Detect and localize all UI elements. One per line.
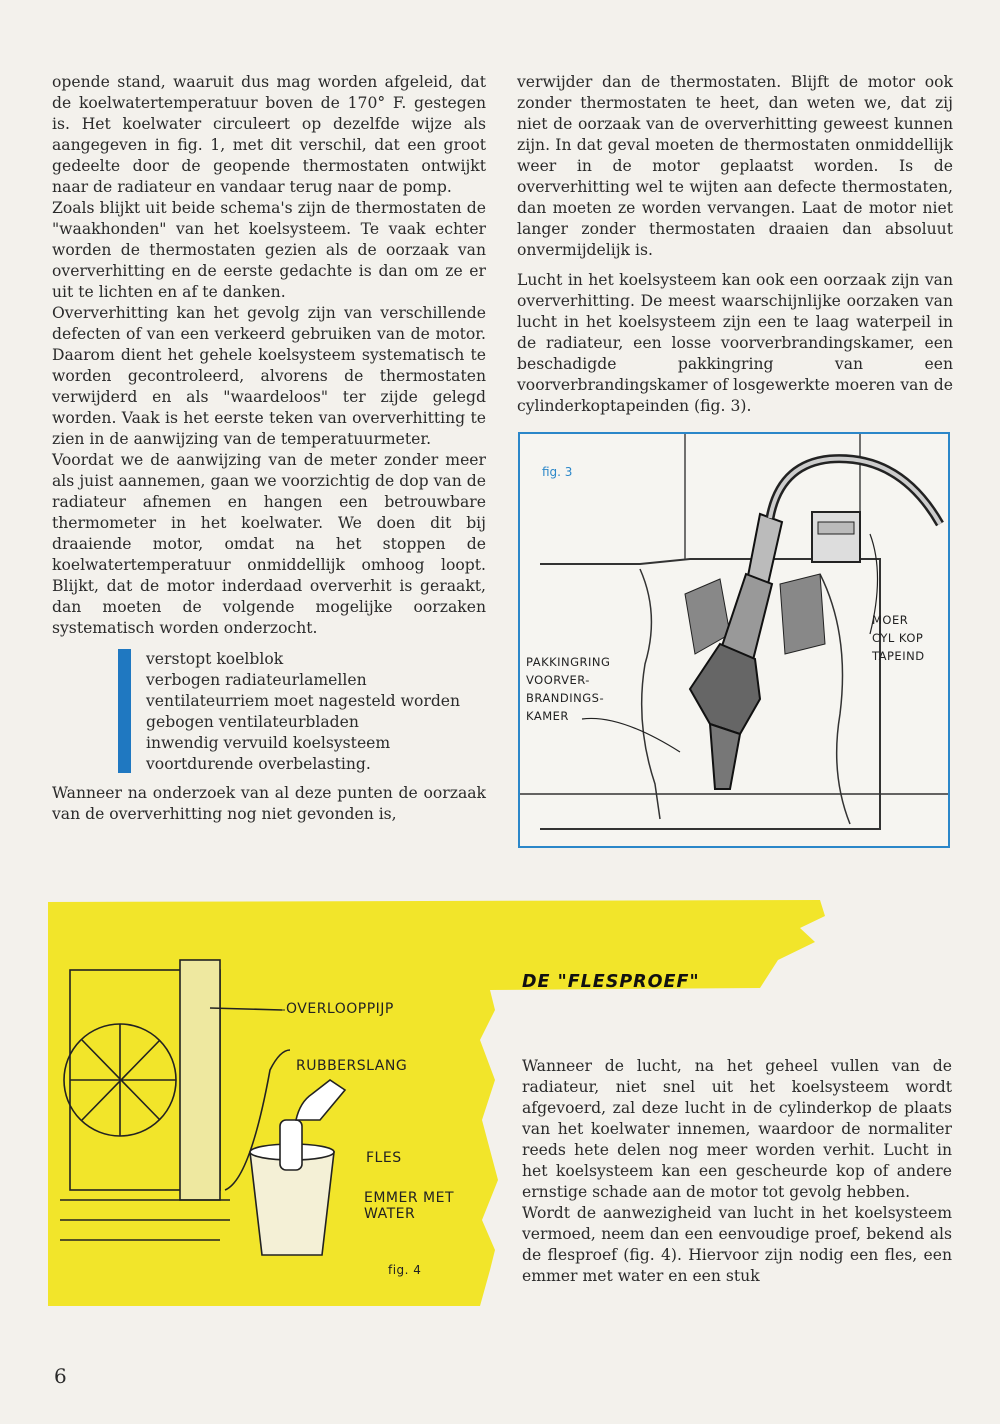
prechamber-illustration [520,434,948,846]
figure-label: BRANDINGS- [526,691,605,705]
figure-label: WATER [364,1206,416,1222]
left-column [52,72,486,825]
list-marker-bar [118,649,131,773]
figure-caption: fig. 3 [542,465,573,479]
paragraph: Wordt de aanwezigheid van lucht in het koelsysteem vermoed, neem dan een eenvoudige proef, bekend als de flesproef (fig. 4). Hiervoor zijn nodig een fles, een emmer met water en een stuk [522,1204,952,1285]
figure-label: PAKKINGRING [526,655,611,669]
paragraph: Wanneer de lucht, na het geheel vullen van de radiateur, niet snel uit het koelsysteem wordt afgevoerd, zal deze lucht in de cylinderkop de plaats van het koelwater innemen, waardoor de normaliter reeds hete delen nog meer worden verhit. Lucht in het koelsysteem kan een gescheurde kop of andere ernstige schade aan de motor tot gevolg hebben. [522,1057,952,1201]
figure-label: FLES [366,1150,402,1166]
paragraph: Lucht in het koelsysteem kan ook een oorzaak zijn van oververhitting. De meest waarschijnlijke oorzaken van lucht in het koelsysteem zijn een te laag waterpeil in de radiateur, een losse voorverbrandingskamer, een beschadigde pakkingring van een voorverbrandingskamer of losgewerkte moeren van de cylinderkoptapeinden (fig. 3). [517,271,953,415]
list-item: verstopt koelblok [146,650,284,668]
figure-label: OVERLOOPPIJP [286,1001,394,1017]
paragraph: Voordat we de aanwijzing van de meter zonder meer als juist aannemen, gaan we voorzichtig de dop van de radiateur afnemen en hangen een betrouwbare thermometer in het koelwater. We doen dit bij draaiende motor, omdat na het stoppen de koelwatertemperatuur onmiddellijk omhoog loopt. Blijkt, dat de motor inderdaad oververhit is geraakt, dan moeten de volgende mogelijke oorzaken systematisch worden onderzocht. [52,451,486,637]
page-number: 6 [54,1364,67,1388]
list-item: verbogen radiateurlamellen [146,671,367,689]
figure-label: TAPEIND [872,649,925,663]
paragraph: Zoals blijkt uit beide schema's zijn de thermostaten de "waakhonden" van het koelsysteem. Te vaak echter worden de thermostaten gezien als de oorzaak van oververhitting en de eerste gedachte is dan om ze er uit te lichten en af te danken. [52,199,486,301]
list-item: ventilateurriem moet nagesteld worden [146,692,461,710]
figure-label: KAMER [526,709,569,723]
figure-label: RUBBERSLANG [296,1058,408,1074]
list-item: gebogen ventilateurbladen [146,713,359,731]
figure-3 [518,432,950,848]
list-item: inwendig vervuild koelsysteem [146,734,391,752]
figure-label: CYL KOP [872,631,924,645]
flesproef-column [522,1056,952,1287]
causes-list [118,649,486,775]
figure-label: MOER [872,613,909,627]
paragraph: Oververhitting kan het gevolg zijn van verschillende defecten of van een verkeerd gebruiken van de motor. Daarom dient het gehele koelsysteem systematisch te worden gecontroleerd, alvorens de thermostaten verwijderd en als "waardeloos" ter zijde gelegd worden. Vaak is het eerste teken van oververhitting te zien in de aanwijzing van de temperatuurmeter. [52,304,486,448]
paragraph: Wanneer na onderzoek van al deze punten de oorzaak van de oververhitting nog niet gevonden is, [52,784,486,823]
figure-label: EMMER MET [364,1190,455,1206]
section-title: DE "FLESPROEF" [522,972,700,992]
figure-caption: fig. 4 [388,1263,422,1277]
paragraph: opende stand, waaruit dus mag worden afgeleid, dat de koelwatertemperatuur boven de 170° F. gestegen is. Het koelwater circuleert op dezelfde wijze als aangegeven in fig. 1, met dit verschil, dat een groot gedeelte door de geopende thermostaten ontwijkt naar de radiateur en vandaar terug naar de pomp. [52,73,486,196]
figure-label: VOORVER- [526,673,590,687]
paragraph: verwijder dan de thermostaten. Blijft de motor ook zonder thermostaten te heet, dan weten we, dat zij niet de oorzaak van de oververhitting geweest kunnen zijn. In dat geval moeten de thermostaten onmiddellijk weer in de motor geplaatst worden. Is de oververhitting wel te wijten aan defecte thermostaten, dan moeten ze worden vervangen. Laat de motor niet langer zonder thermostaten draaien dan absoluut onvermijdelijk is. [517,73,953,259]
list-item: voortdurende overbelasting. [146,755,371,773]
right-column [517,72,953,417]
